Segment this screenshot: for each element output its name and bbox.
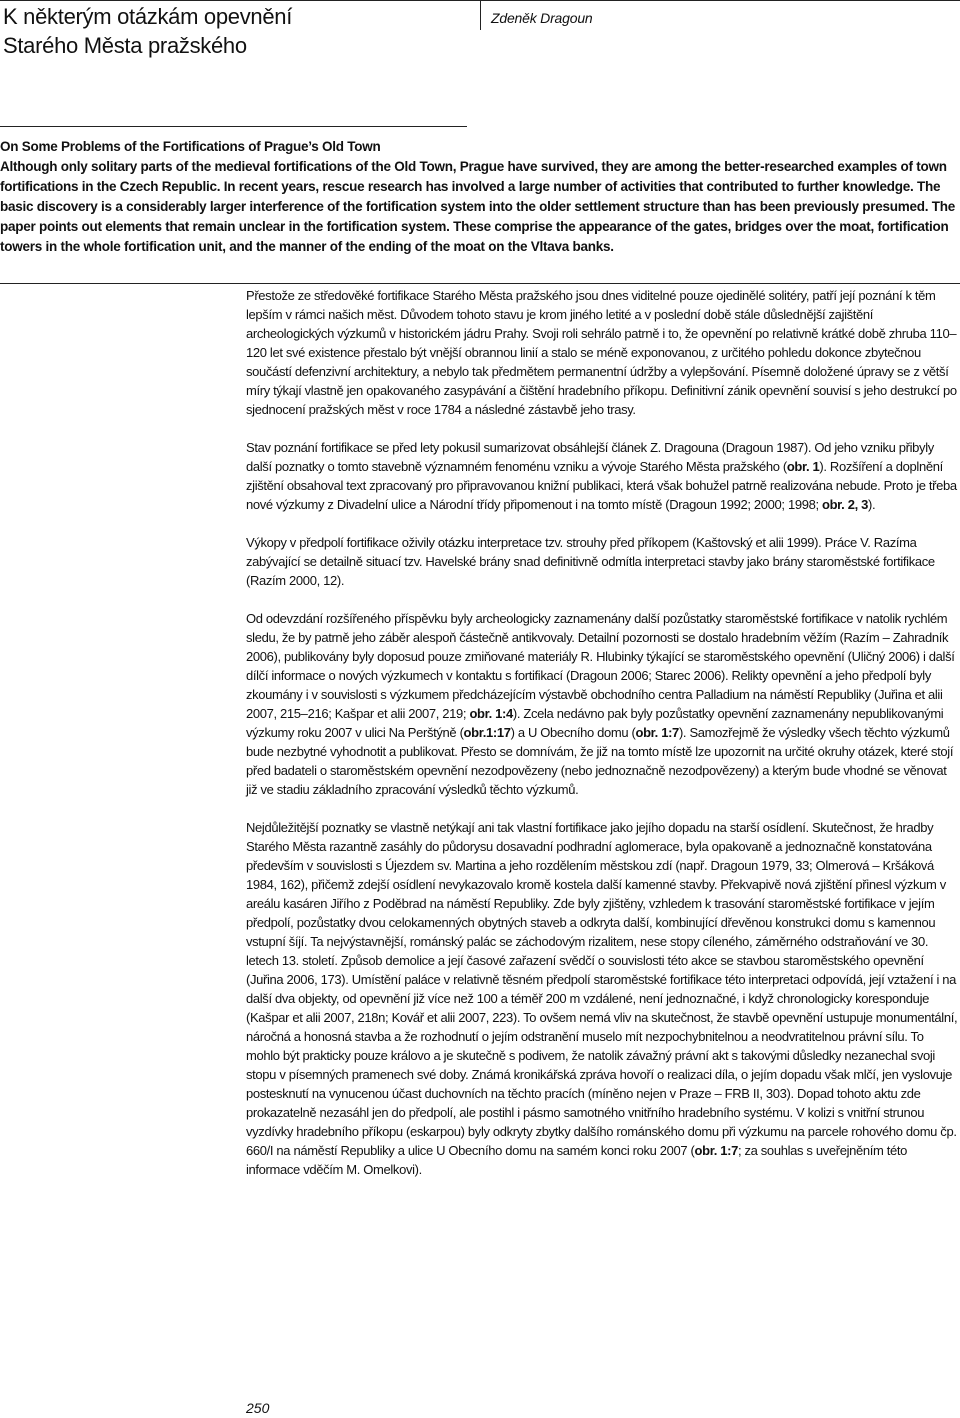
article-body — [246, 286, 960, 1198]
paragraph-1: Přestože ze středověké fortifikace Starého Města pražského jsou dnes viditelné pouze ojedinělé solitéry, patří její poznání k těm lepším v rámci našich měst. Důvodem tohoto stavu je krom jiného letité a v poslední době stále důslednější zajištění archeologických výzkumů v historickém jádru Prahy. Svoji roli sehrálo patrně i to, že opevnění po relativně krátké době zhruba 110–120 let své existence přestalo být vnější obrannou linií a stalo se méně exponovanou, z určitého pohledu dokonce zbytečnou součástí defenzivní architektury, a nebylo tak předmětem permanentní údržby a vylepšování. Písemně doložené úpravy se z větší míry týkají vlastně jen opakovaného zasypávání a čištění hradebního příkopu. Definitivní zánik opevnění souvisí s jeho destrukcí po sjednocení pražských měst v roce 1784 a následné zástavbě jeho trasy. — [246, 288, 957, 417]
figure-ref: obr.1:17 — [463, 725, 511, 740]
author-name: Zdeněk Dragoun — [491, 10, 593, 26]
figure-ref: obr. 1:7 — [694, 1143, 738, 1158]
title-line-1: K některým otázkám opevnění — [3, 4, 293, 29]
paragraph-2: Stav poznání fortifikace se před lety pokusil sumarizovat obsáhlejší článek Z. Dragouna (Dragoun 1987). Od jeho vzniku přibyly další poznatky o tomto stavebně významném fenoménu vzniku a vývoje Starého Města pražského (obr. 1). Rozšíření a doplnění zjištění obsahoval text zpracovaný pro připravovanou knižní publikaci, která však bohužel patrně realizována nebude. Proto je třeba nové výzkumy z Divadelní ulice a Národní třídy připomenout i na tomto místě (Dragoun 1992; 2000; 1998; obr. 2, 3). — [246, 440, 957, 512]
figure-ref: obr. 1:7 — [635, 725, 679, 740]
header-divider-rule — [480, 0, 481, 30]
figure-ref: obr. 2, 3 — [822, 497, 868, 512]
figure-ref: obr. 1:4 — [469, 706, 513, 721]
article-title — [3, 2, 292, 60]
abstract — [0, 137, 960, 257]
paragraph-4: Od odevzdání rozšířeného příspěvku byly archeologicky zaznamenány další pozůstatky staroměstské fortifikace v natolik rychlém sledu, že by patrně jeho záběr alespoň částečně antikvovaly. Detailní pozornosti se dostalo hradebním věžím (Razím – Zahradník 2006), publikovány byly doposud pouze zmiňované materiály R. Hlubinky týkající se staroměstského opevnění (Uličný 2006) i další dílčí informace o nových výzkumech v kontaktu s fortifikací (Dragoun 2006; Starec 2006). Relikty opevnění a jeho předpolí byly zkoumány i v souvislosti s výzkumem předcházejícím výstavbě obchodního centra Palladium na náměstí Republiky (Juřina et alii 2007, 215–216; Kašpar et alii 2007, 219; obr. 1:4). Zcela nedávno pak byly pozůstatky opevnění zaznamenány nepublikovanými výzkumy roku 2007 v ulici Na Perštýně (obr.1:17) a U Obecního domu (obr. 1:7). Samozřejmě že výsledky všech těchto výzkumů bude nezbytné vyhodnotit a publikovat. Přesto se domnívám, že již na tomto místě lze upozornit na určité okruhy otázek, které stojí před badateli o staroměstském opevnění nezodpovězeny (nebo jednoznačně nezodpovězeny) a kterým bude vhodné se věnovat již ve stadiu základního zpracování výsledků těchto výzkumů. — [246, 611, 955, 797]
abstract-text: Although only solitary parts of the medieval fortifications of the Old Town, Prague have survived, they are among the better-researched examples of town fortifications in the Czech Republic. In recent years, rescue research has involved a large number of activities that contributed to further knowledge. The basic discovery is a considerably larger interference of the fortification system into the older settlement structure than has been previously presumed. The paper points out elements that remain unclear in the fortification system. These comprise the appearance of the gates, bridges over the moat, fortification towers in the whole fortification unit, and the manner of the ending of the moat on the Vltava banks. — [0, 159, 956, 254]
title-line-2: Starého Města pražského — [3, 33, 247, 58]
body-top-rule — [0, 283, 960, 284]
figure-ref: obr. 1 — [786, 459, 820, 474]
abstract-title: On Some Problems of the Fortifications of Prague’s Old Town — [0, 139, 381, 154]
paragraph-5: Nejdůležitější poznatky se vlastně netýkají ani tak vlastní fortifikace jako jejího dopadu na starší osídlení. Skutečnost, že hradby Starého Města razantně zasáhly do půdorysu dosavadní podhradní aglomerace, byla opakovaně a jednoznačně konstatována především v souvislosti s Újezdem sv. Martina a jeho rozdělením městskou zdí (např. Dragoun 1979, 33; Olmerová – Kršáková 1984, 162), přičemž zdejší osídlení nevykazovalo kromě kostela další kamenné stavby. Překvapivě nová zjištění přinesl výzkum v areálu kasáren Jiřího z Poděbrad na náměstí Republiky. Zde byly zjištěny, vzhledem k trasování staroměstské fortifikace v jejím předpolí, pozůstatky dvou celokamenných obytných staveb a odkryta další, kombinující dřevěnou konstrukci domu s kamennou vstupní šíjí. Ta nejvýstavnější, románský palác se záchodovým rizalitem, nese stopy cíleného, záměrného odstraňování ve 30. letech 13. století. Způsob demolice a její časové zařazení svědčí o souvislosti této akce se stavbou staroměstského opevnění (Juřina 2006, 173). Umístění paláce v relativně těsném předpolí staroměstské fortifikace této interpretaci odpovídá, její vztažení i na další dva objekty, od opevnění již více než 100 a téměř 200 m vzdálené, není jednoznačné, i když chronologicky koresponduje (Kašpar et alii 2007, 218n; Kovář et alii 2007, 223). To ovšem nemá vliv na skutečnost, že stavbě opevnění ustupuje monumentální, náročná a honosná stavba a že rozhodnutí o jejím odstranění muselo mít nezpochybnitelnou a neodvratitelnou právní sílu. To mohlo být prakticky pouze královo a je skutečně s podivem, že natolik závažný právní akt s takovými důsledky nezanechal svoji stopu v písemných pramenech své doby. Známá kronikářská zpráva hovoří o realizaci díla, o jejím dopadu však mlčí, jen vyslovuje postesknutí na vynucenou účast duchovních na těchto pracích (míněno nejen v Praze – FRB II, 303). Dopad tohoto aktu zde prokazatelně nezasáhl jen do předpolí, ale postihl i pásmo samotného vnitřního hradebního systému. V kolizi s vnitřní strunou vyzdívky hradebního příkopu (eskarpou) byly odkryty zbytky dalšího románského domu při výzkumu na parcele rohového domu čp. 660/I na náměstí Republiky a ulice U Obecního domu na samém konci roku 2007 (obr. 1:7; za souhlas s uveřejněním této informace vděčím M. Omelkovi). — [246, 820, 958, 1177]
abstract-top-rule — [0, 126, 467, 127]
page-number: 250 — [246, 1400, 270, 1416]
paragraph-3: Výkopy v předpolí fortifikace oživily otázku interpretace tzv. strouhy před příkopem (Kaštovský et alii 1999). Práce V. Razíma zabývající se detailně situací tzv. Havelské brány snad definitivně odmítla interpretaci stavby jako brány staroměstské fortifikace (Razím 2000, 12). — [246, 535, 935, 588]
